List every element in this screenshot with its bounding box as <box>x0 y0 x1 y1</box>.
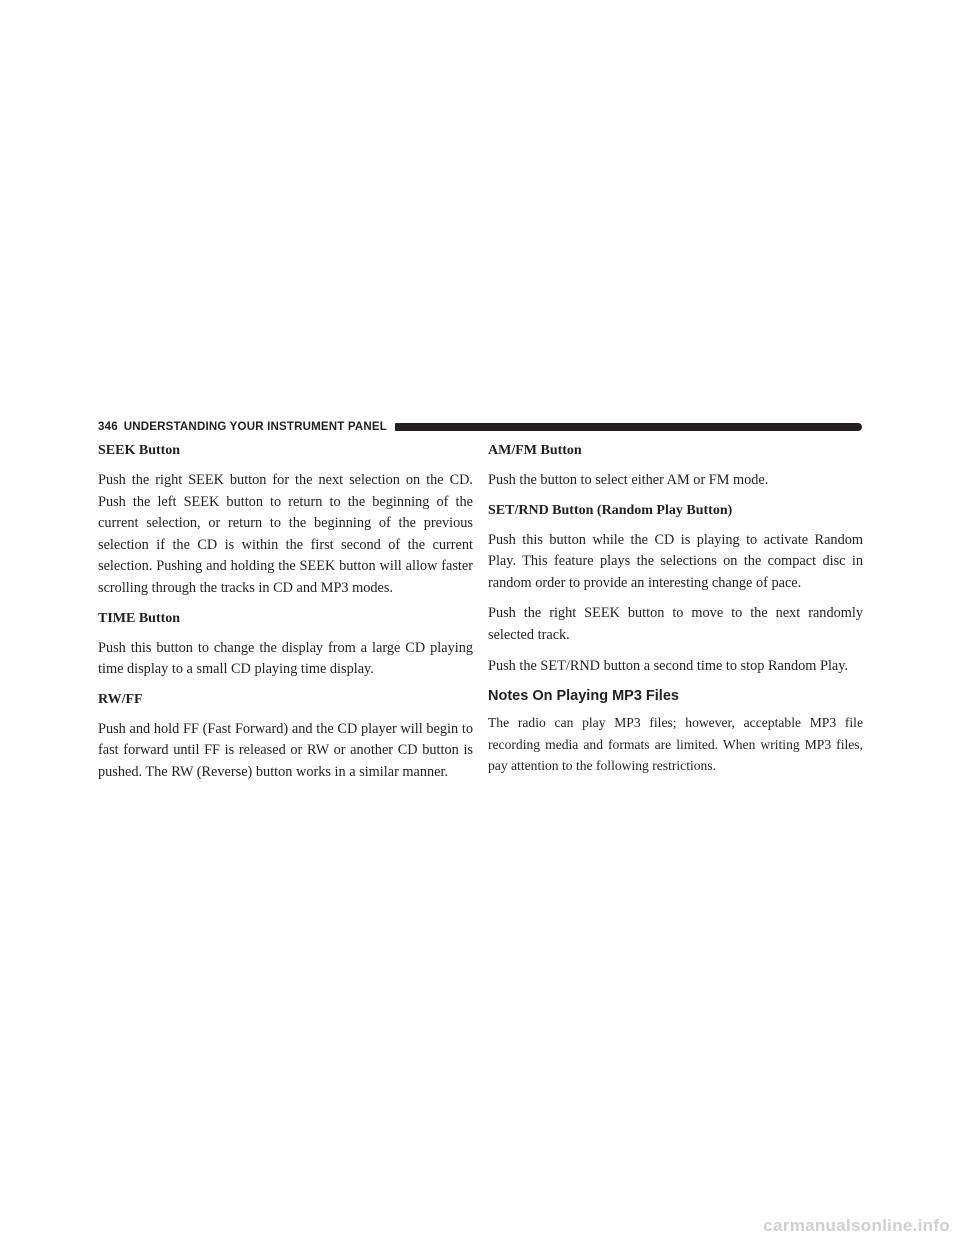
section-title: UNDERSTANDING YOUR INSTRUMENT PANEL <box>123 421 387 433</box>
watermark: carmanualsonline.info <box>763 1216 950 1235</box>
time-button-heading: TIME Button <box>98 610 181 626</box>
setrnd-text-3: Push the SET/RND button a second time to stop Random Play. <box>488 657 849 674</box>
page-number: 346 <box>98 421 118 433</box>
right-column <box>488 441 863 786</box>
rwff-text: Push and hold FF (Fast Forward) and the CD player will begin to fast forward until FF is released or RW or another CD button is pushed. The RW (Reverse) button works in a similar manner. <box>98 720 473 780</box>
setrnd-text-2: Push the right SEEK button to move to the next randomly selected track. <box>488 605 863 643</box>
header-rule <box>395 423 862 431</box>
setrnd-text-1: Push this button while the CD is playing to activate Random Play. This feature plays the selections on the compact disc in random order to provide an interesting change of pace. <box>488 531 863 591</box>
amfm-button-text: Push the button to select either AM or FM mode. <box>488 472 769 488</box>
left-column <box>98 441 473 793</box>
setrnd-button-heading: SET/RND Button (Random Play Button) <box>488 502 733 518</box>
rwff-heading: RW/FF <box>98 691 143 707</box>
seek-button-text: Push the right SEEK button for the next selection on the CD. Push the left SEEK button to return to the beginning of the current selection, or return to the beginning of the previous selection if the CD is within the first second of the current selection. Pushing and holding the SEEK button will allow faster scrolling through the tracks in CD and MP3 modes. <box>98 472 473 596</box>
seek-button-heading: SEEK Button <box>98 443 181 458</box>
page-header <box>98 420 862 434</box>
mp3-notes-text: The radio can play MP3 files; however, acceptable MP3 file recording media and formats are limited. When writing MP3 files, pay attention to the following restrictions. <box>488 715 863 774</box>
time-button-text: Push this button to change the display from a large CD playing time display to a small CD playing time display. <box>98 639 473 678</box>
amfm-button-heading: AM/FM Button <box>488 443 582 458</box>
mp3-notes-heading: Notes On Playing MP3 Files <box>488 688 679 705</box>
